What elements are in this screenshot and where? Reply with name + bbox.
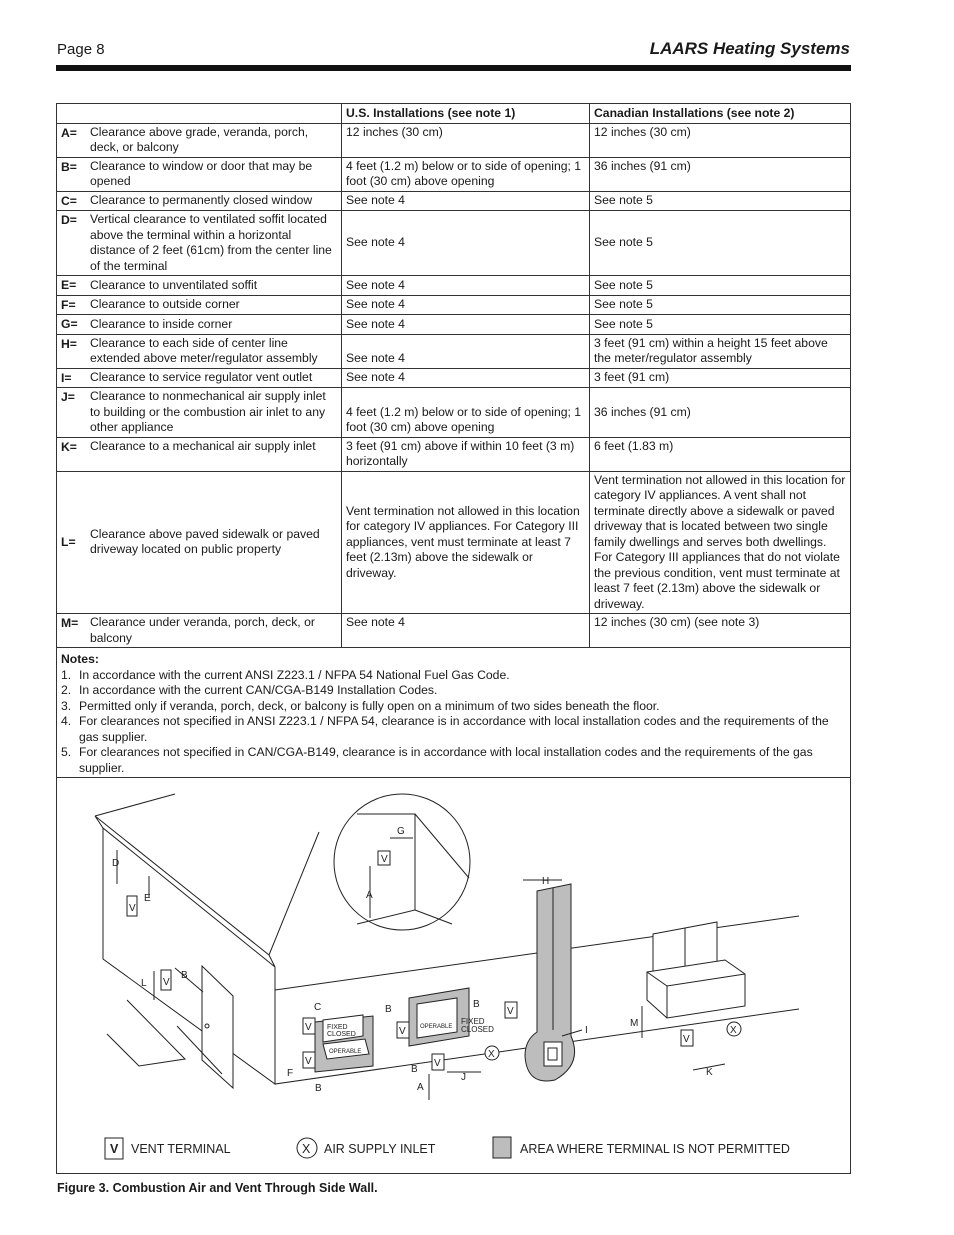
label-i: I bbox=[585, 1025, 588, 1036]
window-operable-2 bbox=[417, 998, 457, 1038]
label-m: M bbox=[630, 1018, 639, 1029]
legend-air-supply: AIR SUPPLY INLET bbox=[324, 1142, 436, 1156]
clearance-table bbox=[56, 103, 851, 778]
svg-text:CLOSED: CLOSED bbox=[461, 1025, 494, 1034]
svg-text:FIXED: FIXED bbox=[461, 1017, 485, 1026]
table-row: B= Clearance to window or door that may be opened 4 feet (1.2 m) below or to side of opening; 1 foot (30 cm) above opening 36 inches (91 cm) bbox=[57, 157, 851, 191]
svg-text:V: V bbox=[434, 1058, 441, 1069]
table-row: L= Clearance above paved sidewalk or paved driveway located on public property Vent termination not allowed in this location for category IV appliances. For Category III appliances, vent must terminate at least 7 feet (2.13m) above the sidewalk or driveway. Vent termination not allowed in this location for category IV appliances. A vent shall not terminate directly above a sidewalk or paved driveway that is located between two single family dwellings and serves both dwellings. For Category III appliances that do not violate the previous condition, vent must terminate at least 7 feet (2.13m) above the sidewalk or driveway. bbox=[57, 471, 851, 614]
table-row: H= Clearance to each side of center line extended above meter/regulator assembly See note 4 3 feet (91 cm) within a height 15 feet above the meter/regulator assembly bbox=[57, 334, 851, 368]
legend-vent-terminal: VENT TERMINAL bbox=[131, 1142, 231, 1156]
label-l: L bbox=[141, 978, 147, 989]
brand-title: LAARS Heating Systems bbox=[649, 39, 850, 58]
label-b-2: B bbox=[385, 1004, 392, 1015]
note-item: 5. For clearances not specified in CAN/CGA-B149, clearance is in accordance with local installation codes and the requirements of the gas supplier. bbox=[61, 745, 813, 775]
label-a: A bbox=[417, 1082, 424, 1093]
left-wall bbox=[103, 828, 275, 1084]
house-diagram bbox=[57, 774, 850, 1173]
table-header-row bbox=[57, 104, 851, 124]
label-b-left: B bbox=[181, 970, 188, 981]
note-item: 3. Permitted only if veranda, porch, deck, or balcony is fully open on a minimum of two sides beneath the floor. bbox=[61, 698, 660, 713]
table-row: K= Clearance to a mechanical air supply inlet 3 feet (91 cm) above if within 10 feet (3 m) horizontally 6 feet (1.83 m) bbox=[57, 437, 851, 471]
svg-text:V: V bbox=[507, 1006, 514, 1017]
note-item: 1. In accordance with the current ANSI Z223.1 / NFPA 54 National Fuel Gas Code. bbox=[61, 667, 510, 682]
svg-text:V: V bbox=[683, 1034, 690, 1045]
svg-text:V: V bbox=[399, 1026, 406, 1037]
svg-text:X: X bbox=[488, 1049, 495, 1060]
label-g: G bbox=[397, 826, 405, 837]
table-row: M= Clearance under veranda, porch, deck, or balcony See note 4 12 inches (30 cm) (see note 3) bbox=[57, 614, 851, 648]
label-b-1: B bbox=[315, 1083, 322, 1094]
label-e: E bbox=[144, 893, 151, 904]
svg-text:V: V bbox=[110, 1142, 119, 1156]
svg-text:V: V bbox=[129, 903, 136, 914]
note-item: 2. In accordance with the current CAN/CGA-B149 Installation Codes. bbox=[61, 683, 438, 697]
table-row: G= Clearance to inside corner See note 4 See note 5 bbox=[57, 315, 851, 335]
table-row: D= Vertical clearance to ventilated soffit located above the terminal within a horizontal distance of 2 feet (61cm) from the center line of the terminal See note 4 See note 5 bbox=[57, 211, 851, 276]
label-j: J bbox=[461, 1072, 466, 1083]
svg-text:X: X bbox=[302, 1142, 311, 1156]
page-number: Page 8 bbox=[57, 41, 105, 58]
figure-box bbox=[56, 774, 851, 1174]
note-item: 4. For clearances not specified in ANSI Z223.1 / NFPA 54, clearance is in accordance with local installation codes and the requirements of the gas supplier. bbox=[61, 714, 829, 744]
label-b-4: B bbox=[411, 1064, 418, 1075]
svg-text:OPERABLE: OPERABLE bbox=[420, 1024, 453, 1030]
table-row: J= Clearance to nonmechanical air supply inlet to building or the combustion air inlet to any other appliance 4 feet (1.2 m) below or to side of opening; 1 foot (30 cm) above opening 36 inches (91 cm) bbox=[57, 388, 851, 438]
roof-eave bbox=[95, 816, 275, 967]
svg-text:CLOSED: CLOSED bbox=[327, 1031, 356, 1038]
table-row: C= Clearance to permanently closed window See note 4 See note 5 bbox=[57, 191, 851, 211]
figure-caption: Figure 3. Combustion Air and Vent Through Side Wall. bbox=[57, 1181, 378, 1195]
label-h: H bbox=[542, 876, 550, 887]
roof-outline bbox=[95, 794, 175, 816]
notes-title: Notes: bbox=[61, 652, 99, 666]
table-row: A= Clearance above grade, veranda, porch, deck, or balcony 12 inches (30 cm) 12 inches (30 cm) bbox=[57, 123, 851, 157]
svg-text:X: X bbox=[730, 1025, 737, 1036]
svg-text:FIXED: FIXED bbox=[327, 1024, 348, 1031]
header-rule bbox=[56, 65, 851, 71]
notes-row bbox=[57, 648, 851, 778]
table-row: F= Clearance to outside corner See note 4 See note 5 bbox=[57, 295, 851, 315]
ca-header: Canadian Installations (see note 2) bbox=[590, 104, 851, 124]
label-f: F bbox=[287, 1068, 294, 1079]
svg-text:V: V bbox=[163, 977, 170, 988]
legend-not-permitted: AREA WHERE TERMINAL IS NOT PERMITTED bbox=[520, 1142, 790, 1156]
table-row: E= Clearance to unventilated soffit See note 4 See note 5 bbox=[57, 276, 851, 296]
legend-not-permitted-icon bbox=[493, 1137, 511, 1158]
roof-ridge bbox=[269, 832, 319, 955]
label-b-3: B bbox=[473, 999, 480, 1010]
svg-text:V: V bbox=[305, 1056, 312, 1067]
svg-text:V: V bbox=[305, 1022, 312, 1033]
svg-text:V: V bbox=[381, 854, 388, 865]
us-header: U.S. Installations (see note 1) bbox=[342, 104, 590, 124]
table-row: I= Clearance to service regulator vent outlet See note 4 3 feet (91 cm) bbox=[57, 368, 851, 388]
label-k: K bbox=[706, 1067, 713, 1078]
svg-text:OPERABLE: OPERABLE bbox=[329, 1049, 362, 1055]
label-d: D bbox=[112, 858, 120, 869]
label-c: C bbox=[314, 1002, 322, 1013]
label-a-inset: A bbox=[366, 890, 373, 901]
